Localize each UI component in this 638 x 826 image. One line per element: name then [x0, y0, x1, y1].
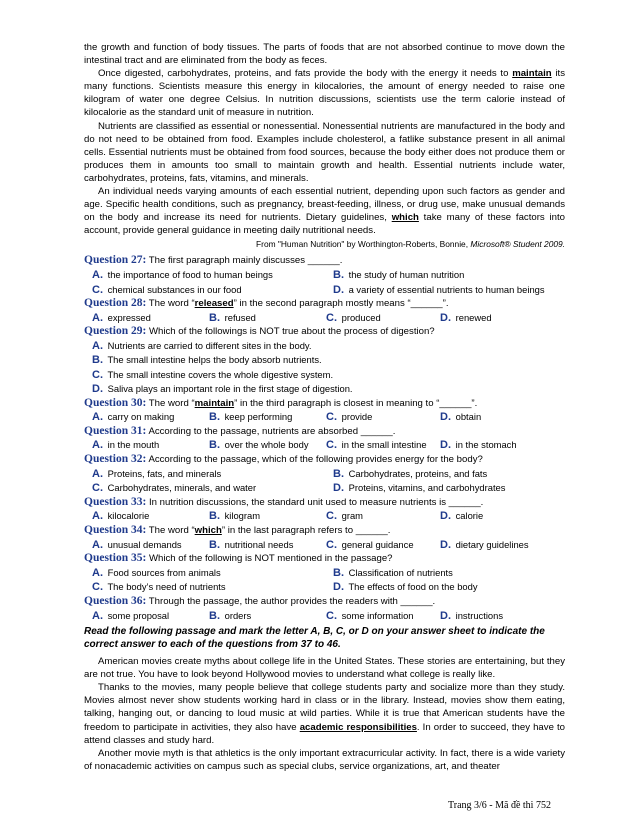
option-letter: B. [333, 269, 344, 281]
question-stem [84, 297, 565, 311]
answer-option[interactable] [209, 609, 326, 624]
question-number: Question 34: [84, 523, 147, 536]
answer-option[interactable] [92, 283, 333, 298]
passage-paragraph: Nutrients are classified as essential or nonessential. Nonessential nutrients are manufactured in the body and do not need to be obtained from food. Examples include cholesterol, a fatlike substance present in all animal cells. Essential nutrients must be obtained from food sources, because the body either does not produce them or produces them in amounts too small to maintain growth and health. Essential nutrients include water, carbohydrates, proteins, fats, vitamins, and minerals. [84, 120, 565, 184]
exam-page [84, 41, 565, 773]
question-stem [84, 425, 565, 439]
option-text: expressed [107, 311, 151, 323]
answer-option[interactable] [440, 438, 573, 453]
option-letter: C. [326, 311, 337, 324]
answer-option[interactable] [92, 566, 333, 581]
question-stem [84, 397, 565, 411]
answer-options [84, 410, 565, 425]
question-text: The word “ [148, 298, 195, 310]
answer-option[interactable] [92, 410, 209, 425]
question-block [84, 453, 565, 496]
passage-1 [84, 41, 565, 250]
option-text: nutritional needs [224, 538, 294, 550]
option-text: Nutrients are carried to different sites in the body. [107, 339, 312, 351]
answer-option[interactable] [92, 481, 333, 496]
option-letter: C. [326, 510, 337, 523]
question-stem [84, 325, 565, 339]
option-text: refused [224, 311, 256, 323]
question-keyword: released [194, 298, 234, 310]
passage-2 [84, 655, 565, 773]
answer-option[interactable] [92, 311, 209, 326]
option-letter: D. [333, 581, 344, 594]
answer-option[interactable] [333, 481, 573, 496]
answer-option[interactable] [440, 410, 573, 425]
question-stem [84, 496, 565, 510]
passage-paragraph [84, 681, 565, 746]
answer-option[interactable] [326, 538, 440, 553]
answer-option[interactable] [440, 509, 573, 524]
option-letter: C. [326, 411, 337, 424]
answer-option[interactable] [333, 268, 573, 283]
option-letter: C. [92, 482, 103, 495]
answer-options [84, 311, 565, 326]
option-text: Proteins, fats, and minerals [107, 467, 222, 479]
answer-option[interactable] [326, 438, 440, 453]
option-text: produced [341, 311, 381, 323]
option-text: The effects of food on the body [348, 581, 478, 593]
question-number: Question 30: [84, 396, 147, 409]
question-stem [84, 552, 565, 566]
question-text: The word “ [148, 397, 195, 409]
question-block [84, 425, 565, 453]
page-footer: Trang 3/6 - Mã đề thi 752 [448, 800, 551, 811]
question-text: The word “ [148, 524, 195, 536]
option-text: keep performing [224, 411, 293, 423]
option-text: instructions [455, 609, 504, 621]
option-text: The small intestine covers the whole digestive system. [107, 368, 334, 380]
option-letter: D. [440, 311, 451, 324]
question-block [84, 524, 565, 552]
option-letter: A. [92, 269, 103, 281]
option-text: dietary guidelines [455, 538, 529, 550]
option-letter: D. [440, 510, 451, 523]
option-text: the study of human nutrition [348, 269, 465, 280]
option-text: over the whole body [224, 439, 309, 451]
option-text: unusual demands [107, 538, 182, 550]
answer-option[interactable] [92, 268, 333, 283]
option-text: in the small intestine [341, 439, 427, 451]
question-text: According to the passage, nutrients are absorbed ______. [148, 425, 396, 437]
option-letter: D. [440, 538, 451, 551]
question-text: According to the passage, which of the following provides energy for the body? [148, 453, 483, 465]
option-letter: A. [92, 411, 103, 424]
option-text: gram [341, 510, 363, 522]
question-block [84, 325, 565, 396]
option-letter: B. [209, 439, 220, 452]
option-text: Carbohydrates, minerals, and water [107, 482, 257, 494]
question-text: Through the passage, the author provides the readers with ______. [148, 595, 436, 607]
option-text: orders [224, 609, 252, 621]
option-text: kilogram [224, 510, 261, 522]
passage-paragraph [84, 67, 565, 119]
answer-option[interactable] [440, 538, 573, 553]
question-number: Question 29: [84, 325, 147, 338]
option-letter: B. [333, 566, 344, 579]
text-span: Once digested, carbohydrates, proteins, and fats provide the body with the energy it needs to [98, 68, 513, 80]
option-text: Carbohydrates, proteins, and fats [348, 467, 488, 479]
citation-text: From "Human Nutrition" by Worthington-Roberts, Bonnie, [256, 239, 471, 250]
question-list [84, 254, 565, 623]
answer-option[interactable] [92, 467, 333, 482]
keyword: academic responsibilities [299, 721, 417, 733]
option-text: calorie [455, 510, 484, 522]
answer-option[interactable] [326, 410, 440, 425]
option-text: Saliva plays an important role in the first stage of digestion. [107, 383, 353, 395]
option-letter: B. [209, 538, 220, 551]
answer-options [84, 566, 565, 595]
answer-option[interactable] [209, 509, 326, 524]
option-text: renewed [455, 311, 492, 323]
option-letter: C. [326, 439, 337, 452]
answer-option[interactable] [209, 410, 326, 425]
question-text: Which of the followings is NOT true about the process of digestion? [148, 326, 435, 338]
source-citation [84, 238, 565, 250]
answer-option[interactable] [333, 467, 573, 482]
answer-option[interactable] [92, 339, 565, 353]
question-block [84, 552, 565, 595]
question-block [84, 496, 565, 524]
text-span: An individual needs varying amounts of each essential nutrient, depending upon such factors as gender and age. Specific health conditions, such as pregnancy, breast-feeding, illness, or drug use, make unusual demands on the body and increase its need for nutrients. Dietary guidelines, [84, 186, 565, 224]
option-letter: C. [326, 538, 337, 551]
option-text: kilocalorie [107, 510, 150, 522]
option-text: a variety of essential nutrients to human beings [348, 283, 545, 295]
question-number: Question 28: [84, 297, 147, 310]
answer-options [84, 467, 565, 496]
keyword: which [391, 212, 419, 224]
option-text: Classification of nutrients [348, 566, 453, 578]
option-text: The small intestine helps the body absorb nutrients. [107, 354, 322, 366]
answer-options [84, 538, 565, 553]
passage-paragraph: Another movie myth is that athletics is the only important extracurricular activity. In fact, there is a wide variety of nonacademic activities on campus such as special clubs, service organizations, art, and theater [84, 747, 565, 772]
answer-option[interactable] [326, 509, 440, 524]
answer-option[interactable] [92, 580, 333, 595]
option-letter: C. [326, 609, 337, 622]
option-letter: D. [440, 439, 451, 452]
option-letter: A. [92, 467, 103, 480]
option-letter: D. [92, 383, 103, 396]
answer-option[interactable] [92, 438, 209, 453]
option-text: The body’s need of nutrients [107, 581, 226, 593]
answer-option[interactable] [92, 368, 565, 382]
option-text: the importance of food to human beings [107, 269, 273, 280]
keyword: maintain [512, 68, 552, 80]
option-text: in the stomach [455, 439, 517, 451]
answer-option[interactable] [209, 538, 326, 553]
option-text: carry on making [107, 411, 175, 423]
section-instruction: Read the following passage and mark the letter A, B, C, or D on your answer sheet to indicate the correct answer to each of the questions from 37 to 46. [84, 626, 545, 651]
option-letter: B. [333, 467, 344, 480]
answer-options [84, 509, 565, 524]
question-keyword: maintain [194, 397, 235, 409]
question-text: ” in the third paragraph is closest in meaning to “______”. [234, 397, 478, 409]
answer-option[interactable] [209, 438, 326, 453]
answer-option[interactable] [440, 311, 573, 326]
question-number: Question 27: [84, 254, 147, 267]
answer-option[interactable] [326, 609, 440, 624]
text-span: . In order to succeed, they have to attend classes and study hard. [84, 721, 566, 746]
passage-paragraph [84, 185, 565, 237]
question-number: Question 36: [84, 594, 147, 607]
question-text: ” in the second paragraph mostly means “______”. [233, 298, 449, 310]
question-number: Question 35: [84, 552, 147, 565]
option-letter: C. [92, 283, 103, 296]
question-text: In nutrition discussions, the standard unit used to measure nutrients is ______. [148, 496, 484, 508]
option-letter: B. [209, 609, 220, 622]
option-letter: B. [209, 510, 220, 523]
question-text: The first paragraph mainly discusses ______. [148, 255, 343, 267]
text-span: Thanks to the movies, many people believe that college students party and socialize more than they study. Movies almost never show students working hard in class or in the library. Instead, movies show them eating, talking, hanging out, or dancing to loud music at wild parties. While it is true that American students have the freedom to participate in activities, they also have [84, 682, 565, 733]
answer-option[interactable] [333, 566, 573, 581]
option-letter: A. [92, 339, 103, 352]
option-letter: D. [333, 482, 344, 495]
answer-options [84, 268, 565, 297]
question-text: ” in the last paragraph refers to ______. [221, 524, 391, 536]
option-letter: A. [92, 609, 103, 622]
question-number: Question 32: [84, 452, 147, 465]
option-letter: A. [92, 566, 103, 579]
answer-option[interactable] [326, 311, 440, 326]
option-letter: D. [440, 411, 451, 424]
option-text: Food sources from animals [107, 566, 221, 578]
answer-option[interactable] [92, 382, 565, 396]
answer-option[interactable] [333, 283, 573, 298]
answer-options [84, 339, 565, 397]
option-text: some information [341, 609, 414, 621]
option-text: Proteins, vitamins, and carbohydrates [348, 482, 506, 494]
question-stem [84, 254, 565, 268]
option-letter: A. [92, 510, 103, 523]
option-letter: A. [92, 538, 103, 551]
option-letter: A. [92, 311, 103, 324]
question-number: Question 33: [84, 495, 147, 508]
answer-options [84, 609, 565, 624]
question-stem [84, 453, 565, 467]
option-letter: D. [440, 609, 451, 622]
option-letter: C. [92, 368, 103, 381]
passage-paragraph: American movies create myths about college life in the United States. These stories are entertaining, but they are not true. You have to look beyond Hollywood movies to understand what college is really like. [84, 656, 565, 681]
option-letter: A. [92, 439, 103, 452]
question-number: Question 31: [84, 424, 147, 437]
question-text: Which of the following is NOT mentioned in the passage? [148, 553, 393, 565]
option-text: general guidance [341, 538, 414, 550]
question-block [84, 595, 565, 623]
answer-option[interactable] [92, 609, 209, 624]
question-keyword: which [194, 524, 222, 536]
option-letter: B. [92, 354, 103, 367]
option-text: obtain [455, 411, 482, 423]
option-text: chemical substances in our food [107, 283, 242, 295]
question-stem [84, 524, 565, 538]
question-stem [84, 595, 565, 609]
answer-option[interactable] [92, 353, 565, 367]
answer-option[interactable] [92, 509, 209, 524]
answer-option[interactable] [440, 609, 573, 624]
option-text: provide [341, 411, 373, 423]
option-letter: C. [92, 581, 103, 594]
question-block [84, 397, 565, 425]
answer-option[interactable] [92, 538, 209, 553]
answer-option[interactable] [209, 311, 326, 326]
option-text: some proposal [107, 609, 170, 621]
option-text: in the mouth [107, 439, 160, 451]
passage-paragraph: the growth and function of body tissues. The parts of foods that are not absorbed continue to move down the intestinal tract and are eliminated from the body as feces. [84, 42, 565, 67]
question-block [84, 297, 565, 325]
question-block [84, 254, 565, 297]
option-letter: B. [209, 411, 220, 424]
answer-options [84, 438, 565, 453]
citation-title: Microsoft® Student 2009. [470, 239, 565, 250]
text-span: its many functions. Scientists measure this energy in kilocalories, the amount of energy needed to raise one kilogram of water one degree Celsius. In nutrition discussions, scientists use the term calorie instead of kilocalorie as the standard unit of measure in nutrition. [84, 68, 565, 119]
answer-option[interactable] [333, 580, 573, 595]
option-letter: D. [333, 283, 344, 296]
text-span: take many of these factors into account, provide general guidance in meeting daily nutritional needs. [84, 212, 565, 237]
option-letter: B. [209, 311, 220, 324]
